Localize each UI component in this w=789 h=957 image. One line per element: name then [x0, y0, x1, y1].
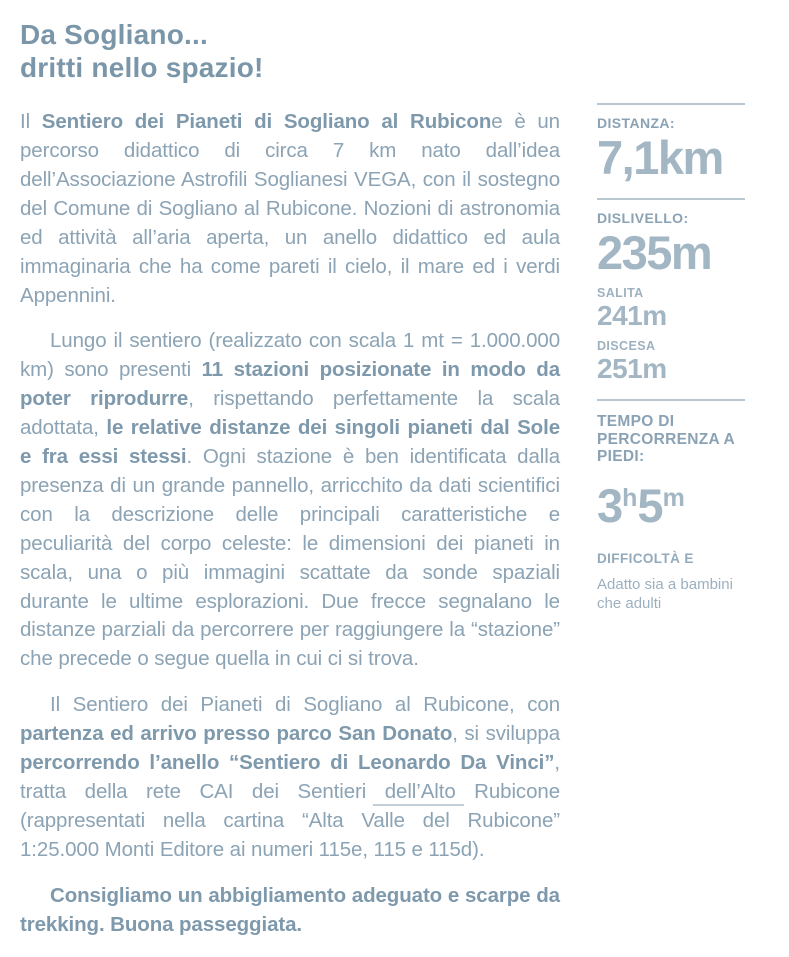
paragraph: Consigliamo un abbigliamento adeguato e scarpe da trekking. Buona passeggiata. [20, 883, 560, 936]
paragraph: Il Sentiero dei Pianeti di Sogliano al Rubicone è un percorso didattico di circa 7 km nato dall’idea dell’Associazione Astrofili Soglianesi VEGA, con il sostegno del Comune di Sogliano al Rubicone. Nozioni di astronomia ed attività all’aria aperta, un anello didattico ed aula immaginaria che ha come pareti il cielo, il mare ed i verdi Appennini. [20, 110, 560, 307]
tempo-hours: 3 [597, 478, 623, 532]
stat-distanza [597, 105, 745, 198]
tempo-hours-unit: h [622, 483, 638, 512]
tempo-label: TEMPO DI PERCORRENZA A PIEDI: [597, 412, 735, 466]
salita-value: 241m [597, 299, 667, 331]
main-column [20, 18, 560, 957]
stat-dislivello [597, 200, 745, 399]
discesa-label: DISCESA [597, 338, 656, 353]
tempo-minutes: 5 [637, 478, 663, 532]
bottom-divider [373, 804, 464, 806]
difficolta-note: Adatto sia a bambini che adulti [597, 575, 733, 613]
article-body [20, 108, 560, 939]
tempo-minutes-unit: m [662, 483, 685, 512]
page-title-line2: dritti nello spazio! [20, 52, 264, 84]
tempo-value [597, 478, 745, 532]
difficolta-label: DIFFICOLTÀ E [597, 550, 694, 566]
paragraph: Lungo il sentiero (realizzato con scala 1 mt = 1.000.000 km) sono presenti 11 stazioni posizionate in modo da poter riprodurre, rispettando perfettamente la scala adottata, le relative distanze dei singoli pianeti dal Sole e fra essi stessi. Ogni stazione è ben identificata dalla presenza di un grande pannello, arricchito da dati scientifici con la descrizione delle principali caratteristiche e peculiarità del corpo celeste: le dimensioni dei pianeti in scala, una o più immagini scattate da sonde spaziali durante le ultime esplorazioni. Due frecce segnalano le distanze parziali da percorrere per raggiungere la “stazione” che precede o segue quella in cui ci si trova. [20, 329, 560, 671]
distanza-value: 7,1km [597, 131, 723, 184]
stats-sidebar [597, 18, 745, 957]
page-title-line1: Da Sogliano... [20, 19, 208, 50]
salita-label: SALITA [597, 285, 644, 300]
distanza-label: DISTANZA: [597, 115, 675, 131]
dislivello-value: 235m [597, 225, 712, 279]
discesa-value: 251m [597, 352, 667, 384]
dislivello-label: DISLIVELLO: [597, 209, 689, 226]
stat-tempo [597, 401, 745, 627]
paragraph: Il Sentiero dei Pianeti di Sogliano al Rubicone, con partenza ed arrivo presso parco San Donato, si sviluppa percorrendo l’anello “Sentiero di Leonardo Da Vinci”, tratta della rete CAI dei Sentieri dell’Alto Rubicone (rappresentati nella cartina “Alta Valle del Rubicone” 1:25.000 Monti Editore ai numeri 115e, 115 e 115d). [20, 693, 560, 861]
page-title [20, 18, 560, 84]
